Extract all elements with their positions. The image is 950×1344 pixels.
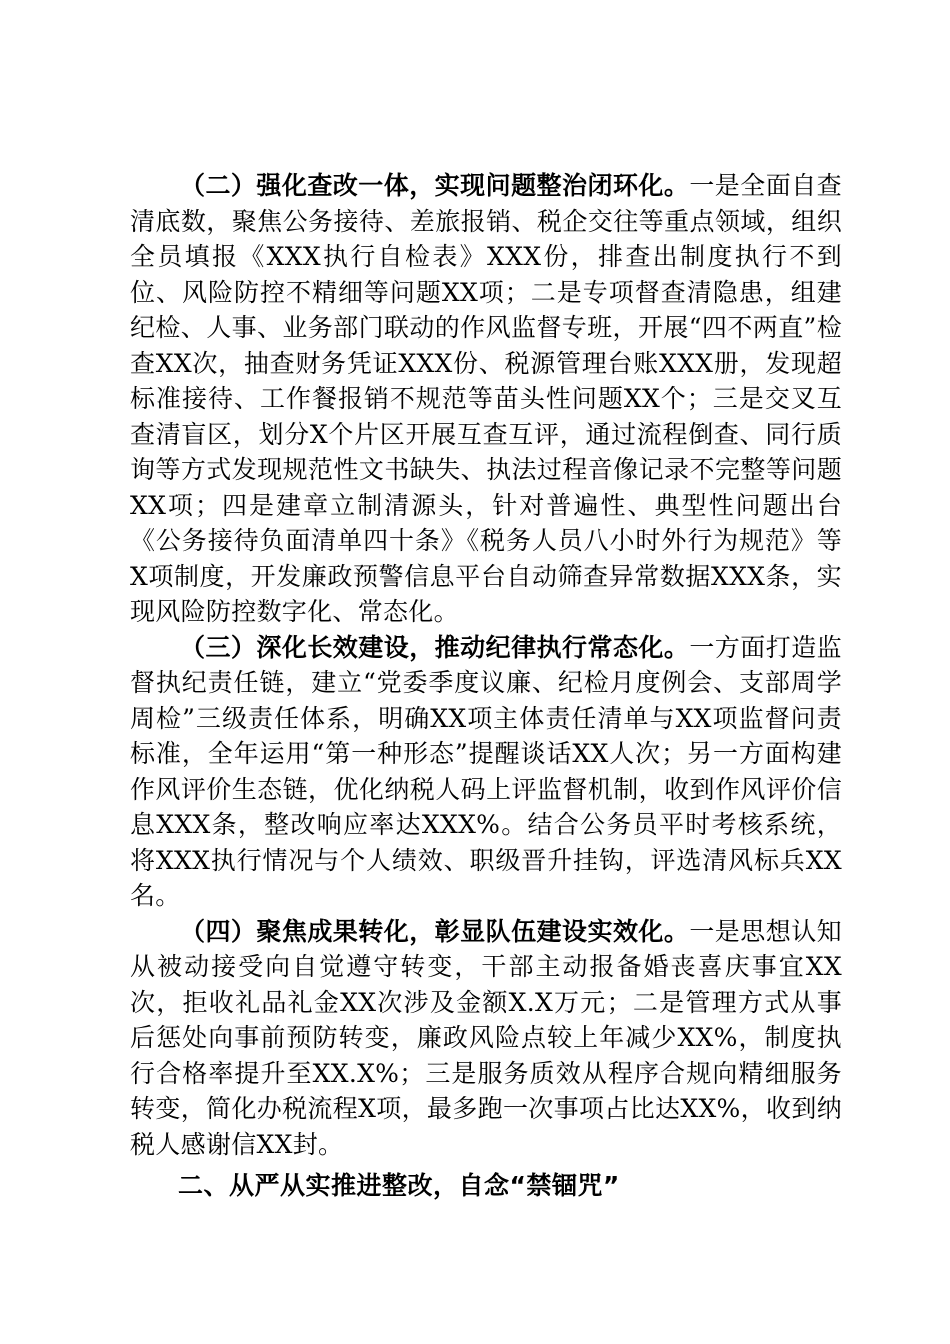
document-body [130, 168, 842, 1203]
paragraph-3-body: 一方面打造监督执纪责任链，建立“党委季度议廉、纪检月度例会、支部周学周检”三级责任体系，明确XX项主体责任清单与XX项监督问责标准，全年运用“第一种形态”提醒谈话XX人次；另一方面构建作风评价生态链，优化纳税人码上评监督机制，收到作风评价信息XXX条，整改响应率达XXX%。结合公务员平时考核系统，将XXX执行情况与个人绩效、职级晋升挂钩，评选清风标兵XX名。 [130, 632, 842, 910]
paragraph-3-lead: （三）深化长效建设，推动纪律执行常态化。 [180, 632, 690, 662]
paragraph-2-body: 一是全面自查清底数，聚焦公务接待、差旅报销、税企交往等重点领域，组织全员填报《XXX执行自检表》XXX份，排查出制度执行不到位、风险防控不精细等问题XX项；二是专项督查清隐患，组建纪检、人事、业务部门联动的作风监督专班，开展“四不两直”检查XX次，抽查财务凭证XXX份、税源管理台账XXX册，发现超标准接待、工作餐报销不规范等苗头性问题XX个；三是交叉互查清盲区，划分X个片区开展互查互评，通过流程倒查、同行质询等方式发现规范性文书缺失、执法过程音像记录不完整等问题XX项；四是建章立制清源头，针对普遍性、典型性问题出台《公务接待负面清单四十条》《税务人员八小时外行为规范》等X项制度，开发廉政预警信息平台自动筛查异常数据XXX条，实现风险防控数字化、常态化。 [130, 171, 842, 626]
paragraph-4 [130, 914, 842, 1163]
paragraph-2-lead: （二）强化查改一体，实现问题整治闭环化。 [180, 171, 690, 200]
paragraph-4-lead: （四）聚焦成果转化，彰显队伍建设实效化。 [180, 916, 690, 946]
paragraph-3 [130, 630, 842, 914]
paragraph-2 [130, 168, 842, 630]
paragraph-4-body: 一是思想认知从被动接受向自觉遵守转变，干部主动报备婚丧喜庆事宜XX次，拒收礼品礼金XX次涉及金额X.X万元；二是管理方式从事后惩处向事前预防转变，廉政风险点较上年减少XX%，制度执行合格率提升至XX.X%；三是服务质效从程序合规向精细服务转变，简化办税流程X项，最多跑一次事项占比达XX%，收到纳税人感谢信XX封。 [130, 916, 842, 1159]
section-heading: 二、从严从实推进整改，自念“禁锢咒” [178, 1171, 620, 1200]
